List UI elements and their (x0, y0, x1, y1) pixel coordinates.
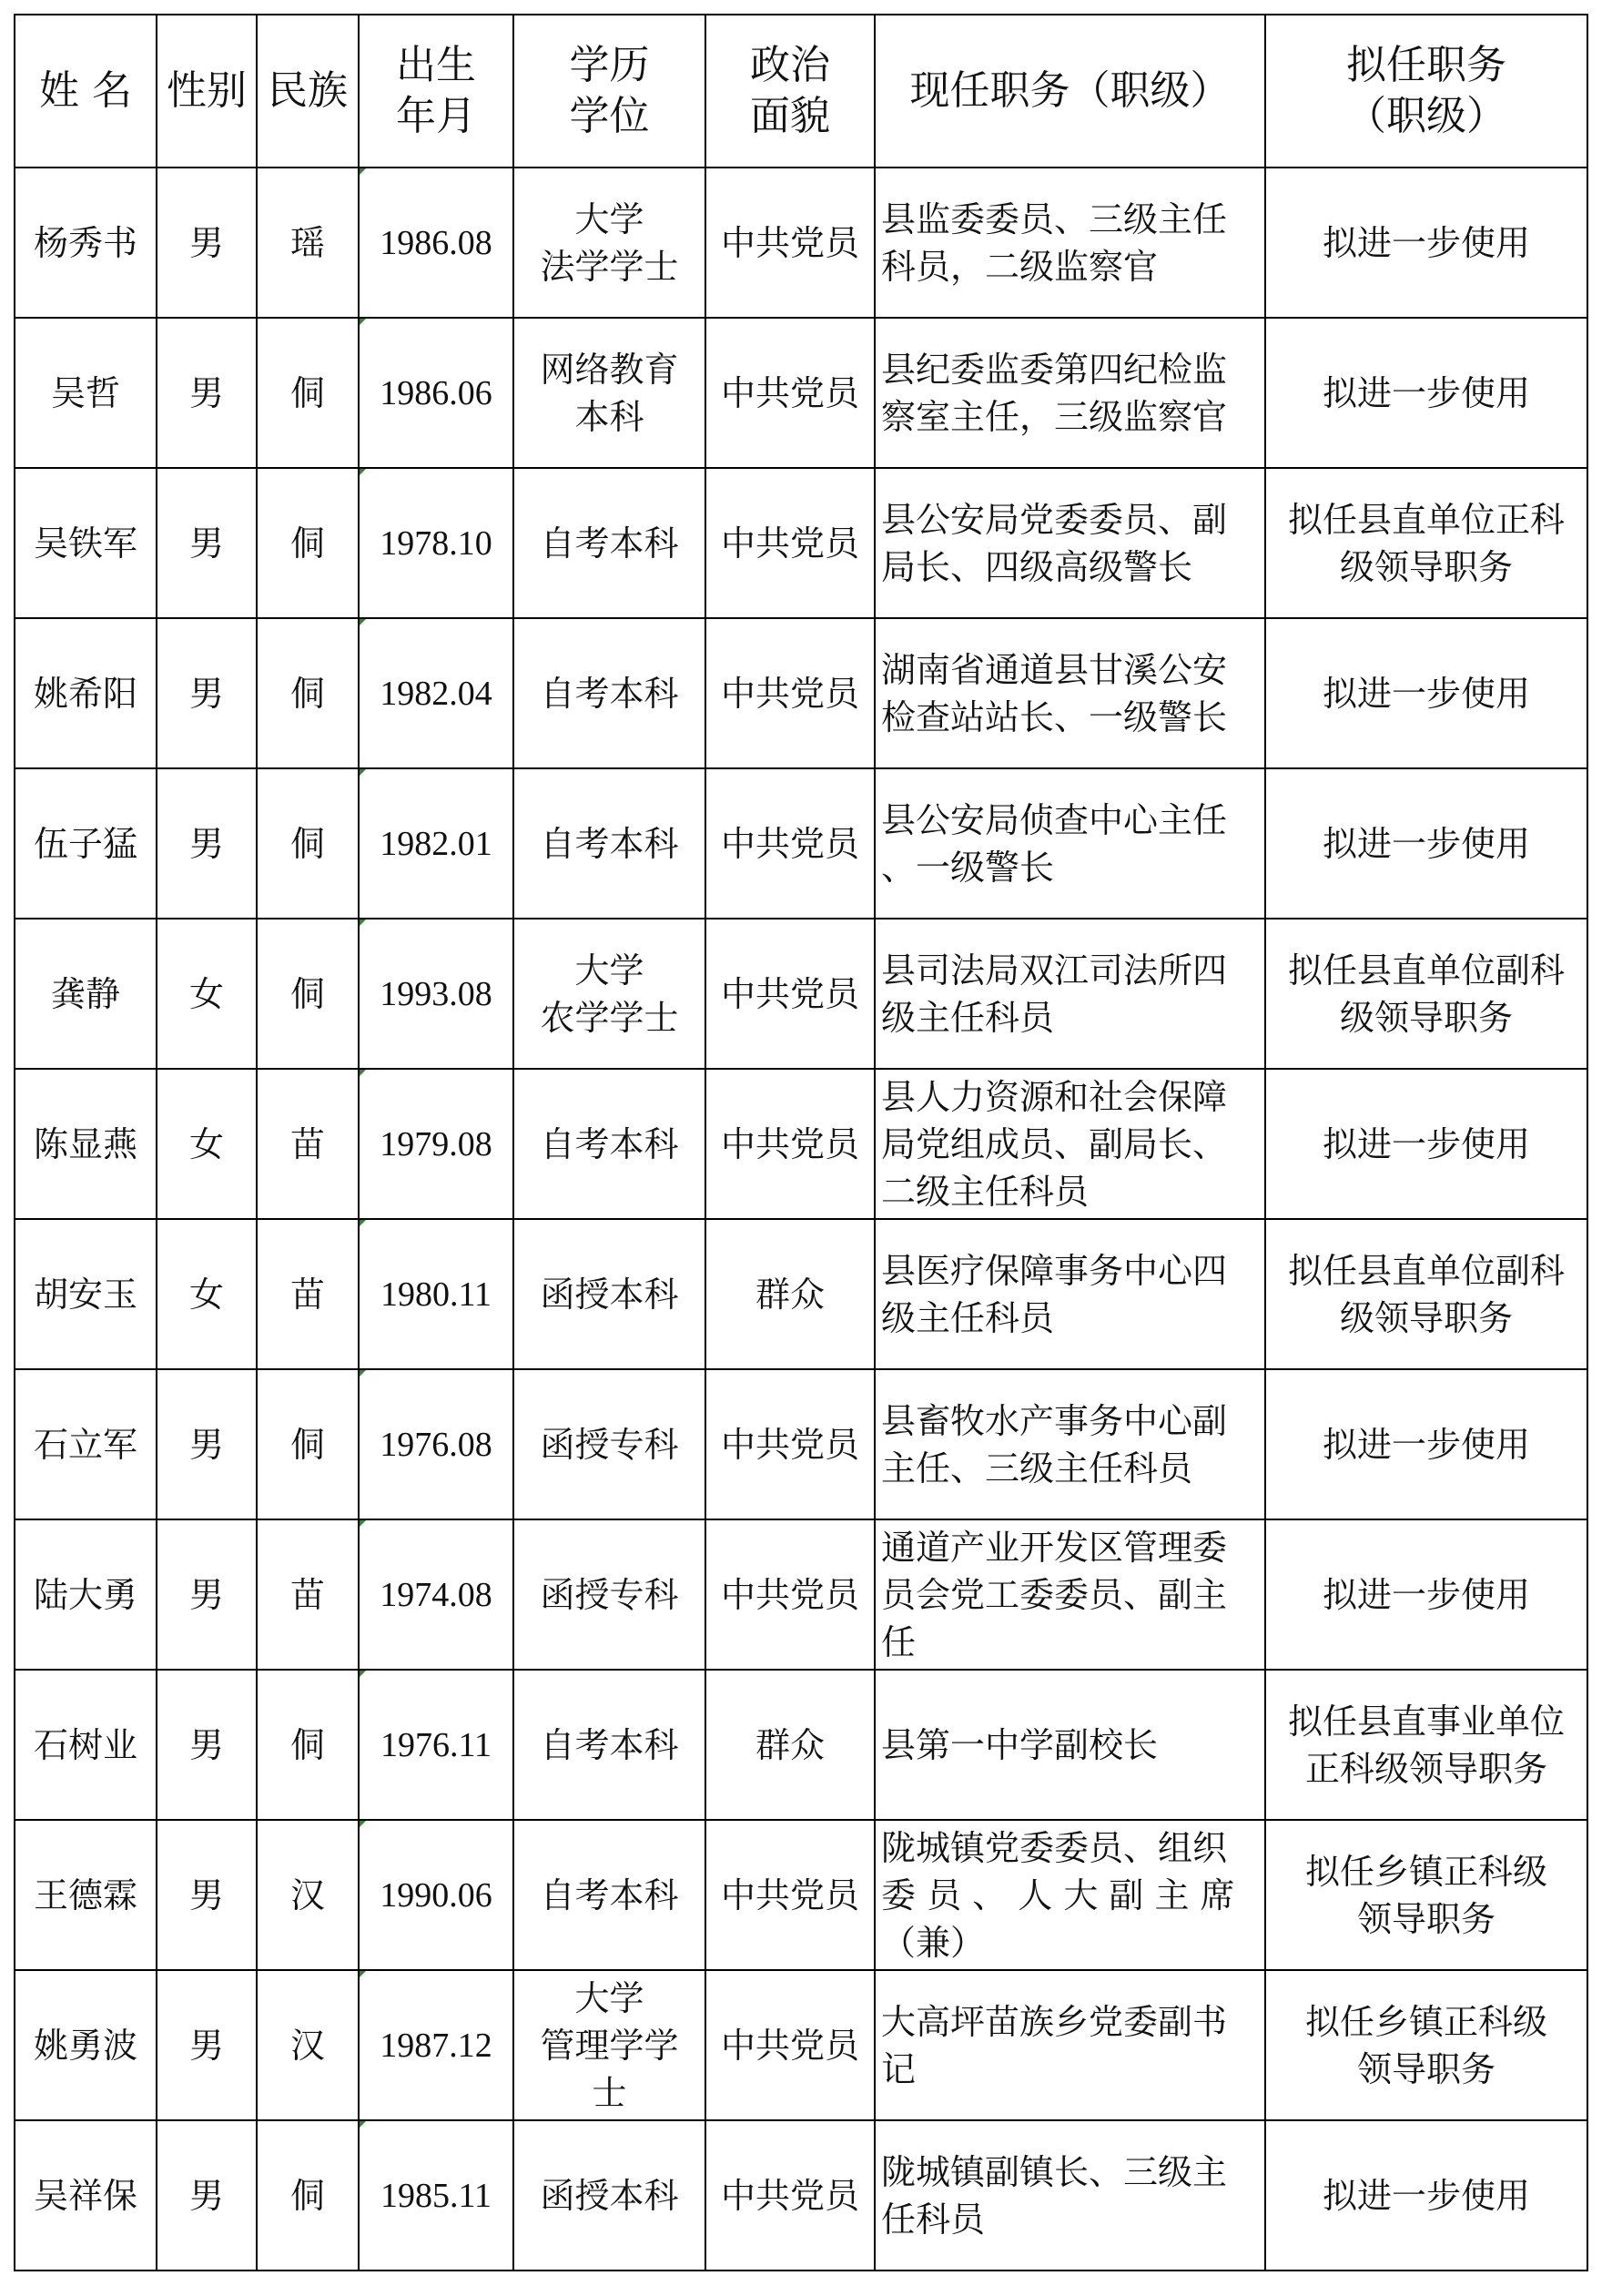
current-position-line: 察室主任，三级监察官 (881, 396, 1228, 437)
cell-education (513, 318, 705, 468)
cell-gender: 男 (157, 1519, 257, 1670)
cell-name: 龚静 (15, 919, 157, 1069)
table-row (15, 1820, 1587, 1970)
cell-education (513, 2120, 705, 2271)
cell-birth: 1985.11 (359, 2120, 513, 2271)
cell-gender: 男 (157, 468, 257, 618)
cell-current-position (875, 318, 1265, 468)
cell-birth: 1986.08 (359, 168, 513, 318)
current-position-line: 主任、三级主任科员 (881, 1448, 1193, 1488)
cell-political: 中共党员 (705, 1820, 875, 1970)
cell-gender: 女 (157, 1069, 257, 1219)
table-row (15, 1519, 1587, 1670)
header-birth-line: 出生 (396, 42, 476, 88)
cell-name: 杨秀书 (15, 168, 157, 318)
cell-name: 王德霖 (15, 1820, 157, 1970)
table-row (15, 618, 1587, 768)
current-position-line: 员会党工委委员、副主 (881, 1574, 1228, 1615)
cell-education (513, 768, 705, 919)
header-political-line: 政治 (750, 42, 830, 88)
education-line: 大学 (574, 1977, 644, 2018)
cell-birth: 1980.11 (359, 1219, 513, 1369)
cell-gender: 男 (157, 1820, 257, 1970)
proposed-position-line: 级领导职务 (1339, 546, 1513, 587)
cell-gender: 女 (157, 1219, 257, 1369)
current-position-line: 检查站站长、一级警长 (881, 696, 1228, 737)
cell-proposed-position (1265, 919, 1587, 1069)
cell-birth: 1982.04 (359, 618, 513, 768)
cell-proposed-position (1265, 168, 1587, 318)
education-line: 自考本科 (540, 1874, 679, 1915)
current-position-line: 县公安局侦查中心主任 (881, 799, 1228, 840)
cell-current-position (875, 1069, 1265, 1219)
education-line: 管理学学 (540, 2025, 679, 2066)
cell-ethnicity: 苗 (257, 1069, 359, 1219)
table-row (15, 919, 1587, 1069)
current-position-line: 局党组成员、副局长、 (881, 1123, 1228, 1164)
table-row (15, 1369, 1587, 1519)
current-position-line: 陇城镇党委委员、组织 (881, 1827, 1228, 1868)
current-position-line: 委 员 、 人 大 副 主 席 (881, 1874, 1235, 1915)
cell-birth: 1978.10 (359, 468, 513, 618)
current-position-line: 县纪委监委第四纪检监 (881, 349, 1228, 390)
cell-political: 中共党员 (705, 318, 875, 468)
cell-current-position (875, 468, 1265, 618)
cell-proposed-position (1265, 1970, 1587, 2120)
table-row (15, 1670, 1587, 1820)
cell-political: 群众 (705, 1670, 875, 1820)
cell-education (513, 618, 705, 768)
cell-proposed-position (1265, 2120, 1587, 2271)
header-proposed-position (1265, 15, 1587, 168)
table-row (15, 1069, 1587, 1219)
cell-proposed-position (1265, 1069, 1587, 1219)
cell-birth: 1982.01 (359, 768, 513, 919)
cell-education (513, 1219, 705, 1369)
cell-education (513, 1970, 705, 2120)
proposed-position-line: 拟进一步使用 (1322, 372, 1530, 413)
education-line: 大学 (574, 950, 644, 991)
header-education-line: 学历 (569, 42, 650, 88)
cell-proposed-position (1265, 1670, 1587, 1820)
cell-birth: 1986.06 (359, 318, 513, 468)
education-line: 自考本科 (540, 1724, 679, 1765)
cell-birth: 1974.08 (359, 1519, 513, 1670)
proposed-position-line: 级领导职务 (1339, 997, 1513, 1038)
current-position-line: 通道产业开发区管理委 (881, 1527, 1228, 1568)
proposed-position-line: 拟任乡镇正科级 (1304, 2001, 1547, 2042)
header-name: 姓 名 (15, 15, 157, 168)
current-position-line: 县畜牧水产事务中心副 (881, 1400, 1228, 1441)
header-current-position: 现任职务（职级） (875, 15, 1265, 168)
cell-current-position (875, 2120, 1265, 2271)
cell-current-position (875, 1670, 1265, 1820)
cell-proposed-position (1265, 1519, 1587, 1670)
proposed-position-line: 拟进一步使用 (1322, 1424, 1530, 1465)
cell-ethnicity: 侗 (257, 768, 359, 919)
cell-gender: 男 (157, 1970, 257, 2120)
cell-ethnicity: 侗 (257, 1369, 359, 1519)
cell-gender: 男 (157, 1369, 257, 1519)
header-political-line: 面貌 (750, 93, 830, 139)
cell-current-position (875, 1820, 1265, 1970)
cell-ethnicity: 汉 (257, 1820, 359, 1970)
cell-current-position (875, 919, 1265, 1069)
header-proposed-line: 拟任职务 (1346, 42, 1506, 88)
header-ethnicity: 民族 (257, 15, 359, 168)
cell-proposed-position (1265, 468, 1587, 618)
cell-current-position (875, 168, 1265, 318)
header-education-line: 学位 (569, 93, 650, 139)
education-line: 自考本科 (540, 673, 679, 714)
education-line: 法学学士 (540, 246, 679, 287)
current-position-line: 局长、四级高级警长 (881, 546, 1193, 587)
cell-ethnicity: 侗 (257, 618, 359, 768)
cell-education (513, 468, 705, 618)
proposed-position-line: 拟任县直单位正科 (1287, 499, 1565, 540)
education-line: 自考本科 (540, 1123, 679, 1164)
education-line: 农学学士 (540, 997, 679, 1038)
cell-birth: 1993.08 (359, 919, 513, 1069)
current-position-line: 任科员 (881, 2199, 986, 2240)
current-position-line: 大高坪苗族乡党委副书 (881, 2001, 1228, 2042)
current-position-line: 县司法局双江司法所四 (881, 950, 1228, 991)
cell-current-position (875, 1219, 1265, 1369)
proposed-position-line: 拟进一步使用 (1322, 2175, 1530, 2216)
cell-current-position (875, 1970, 1265, 2120)
cell-proposed-position (1265, 1820, 1587, 1970)
cell-current-position (875, 768, 1265, 919)
education-line: 自考本科 (540, 823, 679, 864)
cell-name: 胡安玉 (15, 1219, 157, 1369)
current-position-line: 科员，二级监察官 (881, 246, 1159, 287)
cell-name: 姚希阳 (15, 618, 157, 768)
current-position-line: 湖南省通道县甘溪公安 (881, 649, 1228, 690)
cell-proposed-position (1265, 768, 1587, 919)
cell-name: 陈显燕 (15, 1069, 157, 1219)
education-line: 本科 (574, 396, 644, 437)
cell-proposed-position (1265, 318, 1587, 468)
cell-current-position (875, 1519, 1265, 1670)
proposed-position-line: 拟进一步使用 (1322, 1123, 1530, 1164)
cell-proposed-position (1265, 1219, 1587, 1369)
cell-gender: 男 (157, 2120, 257, 2271)
cell-ethnicity: 侗 (257, 1670, 359, 1820)
cell-name: 陆大勇 (15, 1519, 157, 1670)
cell-education (513, 1519, 705, 1670)
education-line: 自考本科 (540, 523, 679, 564)
cell-name: 吴祥保 (15, 2120, 157, 2271)
education-line: 函授本科 (540, 1274, 679, 1315)
current-position-line: 、一级警长 (881, 847, 1055, 888)
header-political (705, 15, 875, 168)
cell-ethnicity: 侗 (257, 2120, 359, 2271)
proposed-position-line: 拟任县直事业单位 (1287, 1701, 1565, 1742)
header-education (513, 15, 705, 168)
table-row (15, 2120, 1587, 2271)
cell-ethnicity: 侗 (257, 318, 359, 468)
header-row (15, 15, 1587, 168)
cell-political: 中共党员 (705, 1970, 875, 2120)
cell-ethnicity: 侗 (257, 919, 359, 1069)
header-proposed-line: （职级） (1346, 93, 1506, 139)
cell-education (513, 1670, 705, 1820)
cell-ethnicity: 侗 (257, 468, 359, 618)
header-gender: 性别 (157, 15, 257, 168)
education-line: 函授本科 (540, 2175, 679, 2216)
cell-proposed-position (1265, 618, 1587, 768)
cell-birth: 1987.12 (359, 1970, 513, 2120)
current-position-line: （兼） (881, 1922, 986, 1963)
header-birth (359, 15, 513, 168)
proposed-position-line: 拟进一步使用 (1322, 673, 1530, 714)
cell-political: 中共党员 (705, 919, 875, 1069)
header-birth-line: 年月 (396, 93, 476, 139)
cell-gender: 男 (157, 768, 257, 919)
cadre-roster-table (14, 14, 1588, 2271)
cell-proposed-position (1265, 1369, 1587, 1519)
current-position-line: 级主任科员 (881, 1297, 1055, 1338)
cell-political: 中共党员 (705, 1069, 875, 1219)
current-position-line: 二级主任科员 (881, 1171, 1090, 1212)
education-line: 函授专科 (540, 1424, 679, 1465)
cell-education (513, 1820, 705, 1970)
cell-political: 中共党员 (705, 1519, 875, 1670)
cell-education (513, 919, 705, 1069)
current-position-line: 县医疗保障事务中心四 (881, 1250, 1228, 1291)
cell-birth: 1979.08 (359, 1069, 513, 1219)
proposed-position-line: 拟进一步使用 (1322, 1574, 1530, 1615)
cell-gender: 男 (157, 618, 257, 768)
table-row (15, 318, 1587, 468)
proposed-position-line: 级领导职务 (1339, 1297, 1513, 1338)
cell-ethnicity: 苗 (257, 1219, 359, 1369)
cell-political: 中共党员 (705, 618, 875, 768)
current-position-line: 县人力资源和社会保障 (881, 1076, 1228, 1117)
cell-education (513, 168, 705, 318)
cell-birth: 1976.08 (359, 1369, 513, 1519)
current-position-line: 陇城镇副镇长、三级主 (881, 2151, 1228, 2192)
current-position-line: 县第一中学副校长 (881, 1724, 1159, 1765)
table-row (15, 468, 1587, 618)
cell-name: 石树业 (15, 1670, 157, 1820)
table-body (15, 168, 1587, 2271)
cell-birth: 1976.11 (359, 1670, 513, 1820)
proposed-position-line: 拟进一步使用 (1322, 823, 1530, 864)
current-position-line: 县公安局党委委员、副 (881, 499, 1228, 540)
cell-political: 中共党员 (705, 1369, 875, 1519)
current-position-line: 县监委委员、三级主任 (881, 198, 1228, 239)
cell-political: 中共党员 (705, 168, 875, 318)
cell-birth: 1990.06 (359, 1820, 513, 1970)
table-row (15, 768, 1587, 919)
cell-ethnicity: 汉 (257, 1970, 359, 2120)
proposed-position-line: 领导职务 (1356, 1898, 1496, 1939)
cell-gender: 男 (157, 168, 257, 318)
current-position-line: 任 (881, 1621, 917, 1662)
cell-current-position (875, 618, 1265, 768)
cell-name: 伍子猛 (15, 768, 157, 919)
proposed-position-line: 拟任乡镇正科级 (1304, 1851, 1547, 1892)
cell-name: 吴铁军 (15, 468, 157, 618)
cell-gender: 男 (157, 1670, 257, 1820)
cell-ethnicity: 瑶 (257, 168, 359, 318)
education-line: 网络教育 (540, 349, 679, 390)
education-line: 士 (592, 2072, 627, 2113)
cell-name: 姚勇波 (15, 1970, 157, 2120)
proposed-position-line: 正科级领导职务 (1304, 1748, 1547, 1789)
table-row (15, 1219, 1587, 1369)
education-line: 大学 (574, 198, 644, 239)
cell-political: 中共党员 (705, 768, 875, 919)
education-line: 函授专科 (540, 1574, 679, 1615)
table-row (15, 168, 1587, 318)
proposed-position-line: 领导职务 (1356, 2048, 1496, 2089)
cell-ethnicity: 苗 (257, 1519, 359, 1670)
cell-political: 中共党员 (705, 2120, 875, 2271)
cell-education (513, 1069, 705, 1219)
table-row (15, 1970, 1587, 2120)
current-position-line: 记 (881, 2048, 917, 2089)
cell-name: 吴哲 (15, 318, 157, 468)
cell-current-position (875, 1369, 1265, 1519)
current-position-line: 级主任科员 (881, 997, 1055, 1038)
proposed-position-line: 拟进一步使用 (1322, 222, 1530, 263)
cell-gender: 男 (157, 318, 257, 468)
cell-name: 石立军 (15, 1369, 157, 1519)
cell-education (513, 1369, 705, 1519)
cell-political: 群众 (705, 1219, 875, 1369)
proposed-position-line: 拟任县直单位副科 (1287, 1250, 1565, 1291)
cell-gender: 女 (157, 919, 257, 1069)
proposed-position-line: 拟任县直单位副科 (1287, 950, 1565, 991)
cell-political: 中共党员 (705, 468, 875, 618)
